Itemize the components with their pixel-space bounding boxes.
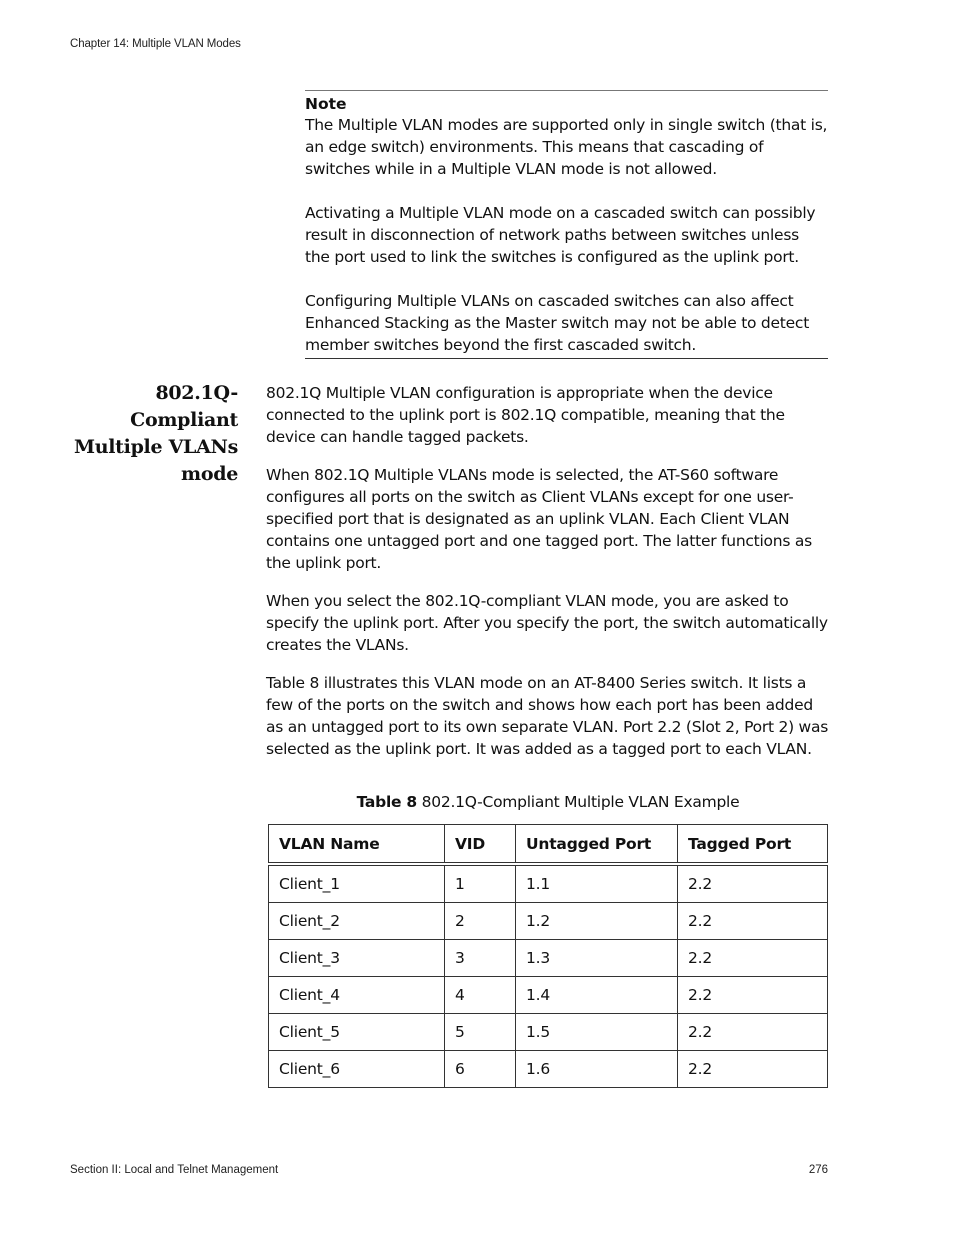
note-title: Note: [305, 95, 347, 113]
section-heading-line: Compliant: [130, 409, 238, 431]
section-heading-line: mode: [181, 463, 238, 485]
table-row: [269, 1014, 828, 1051]
section-heading: [60, 380, 238, 488]
table-row: [269, 1051, 828, 1088]
table-cell: 1: [445, 864, 516, 903]
table-cell: 2.2: [678, 1051, 828, 1088]
table-cell: 2.2: [678, 1014, 828, 1051]
note-paragraph: Activating a Multiple VLAN mode on a cascaded switch can possibly result in disconnection of network paths between switches unless the port used to link the switches is configured as the uplink port.: [305, 204, 816, 266]
note-paragraph: The Multiple VLAN modes are supported only in single switch (that is, an edge switch) environments. This means that cascading of switches while in a Multiple VLAN mode is not allowed.: [305, 116, 828, 178]
section-heading-line: 802.1Q-: [155, 382, 238, 404]
table-caption-text: 802.1Q-Compliant Multiple VLAN Example: [421, 793, 740, 811]
table-cell: 2.2: [678, 940, 828, 977]
table-cell: Client_1: [269, 864, 445, 903]
table-cell: 3: [445, 940, 516, 977]
table-cell: 2: [445, 903, 516, 940]
table-header-cell: Untagged Port: [516, 825, 678, 865]
table-header-cell: VID: [445, 825, 516, 865]
section-heading-line: Multiple VLANs: [74, 436, 238, 458]
table-header-cell: VLAN Name: [269, 825, 445, 865]
running-header: Chapter 14: Multiple VLAN Modes: [70, 38, 241, 50]
table-cell: 6: [445, 1051, 516, 1088]
table-cell: 1.5: [516, 1014, 678, 1051]
table-cell: 2.2: [678, 864, 828, 903]
body-paragraph: 802.1Q Multiple VLAN configuration is appropriate when the device connected to the uplink port is 802.1Q compatible, meaning that the device can handle tagged packets.: [266, 384, 785, 446]
table-cell: 1.1: [516, 864, 678, 903]
table-caption: [268, 791, 828, 813]
table-cell: 1.4: [516, 977, 678, 1014]
table-cell: 1.3: [516, 940, 678, 977]
table-cell: 5: [445, 1014, 516, 1051]
note-paragraph: Configuring Multiple VLANs on cascaded switches can also affect Enhanced Stacking as the Master switch may not be able to detect member switches beyond the first cascaded switch.: [305, 292, 810, 354]
table-cell: 1.2: [516, 903, 678, 940]
table-cell: Client_2: [269, 903, 445, 940]
table-cell: Client_5: [269, 1014, 445, 1051]
note-box: [305, 90, 828, 359]
body-paragraph: Table 8 illustrates this VLAN mode on an AT-8400 Series switch. It lists a few of the ports on the switch and shows how each port has been added as an untagged port to its own separate VLAN. Port 2.2 (Slot 2, Port 2) was selected as the uplink port. It was added as a tagged port to each VLAN.: [266, 674, 829, 758]
table-cell: 1.6: [516, 1051, 678, 1088]
table-row: [269, 940, 828, 977]
table-cell: 2.2: [678, 903, 828, 940]
body-paragraph: When 802.1Q Multiple VLANs mode is selected, the AT-S60 software configures all ports on the switch as Client VLANs except for one user-specified port that is designated as an uplink VLAN. Each Client VLAN contains one untagged port and one tagged port. The latter functions as the uplink port.: [266, 466, 812, 572]
table-row: [269, 903, 828, 940]
section-body: [266, 382, 832, 776]
table-row: [269, 977, 828, 1014]
table-caption-label: Table 8: [356, 793, 417, 811]
vlan-table: [268, 824, 828, 1088]
table-cell: 4: [445, 977, 516, 1014]
table-cell: 2.2: [678, 977, 828, 1014]
page-number: 276: [808, 1164, 828, 1176]
table-row: [269, 864, 828, 903]
table-cell: Client_4: [269, 977, 445, 1014]
table-cell: Client_6: [269, 1051, 445, 1088]
running-footer: Section II: Local and Telnet Management: [70, 1164, 279, 1176]
table-header-row: [269, 825, 828, 865]
table-header-cell: Tagged Port: [678, 825, 828, 865]
body-paragraph: When you select the 802.1Q-compliant VLAN mode, you are asked to specify the uplink port. After you specify the port, the switch automatically creates the VLANs.: [266, 592, 828, 654]
table-cell: Client_3: [269, 940, 445, 977]
